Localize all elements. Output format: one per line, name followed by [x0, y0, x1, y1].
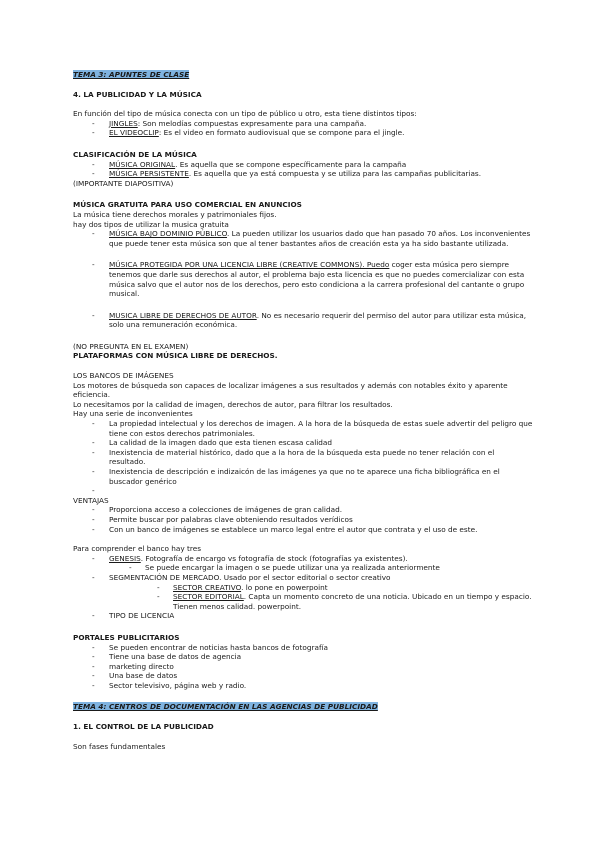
paragraph: hay dos tipos de utilizar la musica gratuita [73, 219, 229, 229]
intro-paragraph: En función del tipo de música conecta con un tipo de público u otro, esta tiene distintos tipos: [73, 109, 417, 119]
list-item: - TIPO DE LICENCIA [73, 611, 533, 621]
list-item: - Sector televisivo, página web y radio. [73, 681, 533, 691]
tema3-title [73, 70, 533, 80]
importante-note: (IMPORTANTE DIAPOSITIVA) [73, 178, 174, 188]
list-item: - MUSICA LIBRE DE DERECHOS DE AUTOR. No es necesario requerir del permiso del autor para utilizar esta música, solo una remuneración económica. [73, 311, 533, 330]
paragraph: Lo necesitamos por la calidad de imagen, derechos de autor, para filtrar los resultados. [73, 399, 393, 409]
musica-gratuita-heading: MÚSICA GRATUITA PARA USO COMERCIAL EN ANUNCIOS [73, 200, 302, 210]
paragraph: Los motores de búsqueda son capaces de localizar imágenes a sus resultados y además con notables éxito y aparente eficiencia. [73, 380, 508, 400]
list-item: - EL VIDEOCLIP: Es el video en formato audiovisual que se compone para el jingle. [73, 128, 533, 138]
list-item: - Permite buscar por palabras clave obteniendo resultados verídicos [73, 515, 533, 525]
paragraph: La música tiene derechos morales y patrimoniales fijos. [73, 209, 277, 219]
list-item: - Una base de datos [73, 671, 533, 681]
control-heading: 1. EL CONTROL DE LA PUBLICIDAD [73, 722, 214, 732]
sub-list-item: - SECTOR EDITORIAL. Capta un momento concreto de una noticia. Ubicado en un tiempo y espacio. Tienen menos calidad. powerpoint. [73, 592, 533, 611]
ventajas-heading: VENTAJAS [73, 495, 109, 505]
clasificacion-heading: CLASIFICACIÓN DE LA MÚSICA [73, 149, 197, 159]
list-item: - Se pueden encontrar de noticias hasta bancos de fotografía [73, 643, 533, 653]
list-item: - Tiene una base de datos de agencia [73, 652, 533, 662]
list-item: - Proporciona acceso a colecciones de imágenes de gran calidad. [73, 505, 533, 515]
paragraph: Hay una serie de inconvenientes [73, 409, 193, 419]
list-item: - SEGMENTACIÓN DE MERCADO. Usado por el sector editorial o sector creativo [73, 573, 533, 583]
section-heading-publicidad-musica: 4. LA PUBLICIDAD Y LA MÚSICA [73, 89, 202, 99]
bancos-heading: LOS BANCOS DE IMÁGENES [73, 371, 174, 381]
list-item: - GENESIS. Fotografía de encargo vs fotografía de stock (fotografías ya existentes). [73, 554, 533, 564]
list-item: - Inexistencia de descripción e indizaicón de las imágenes ya que no te aparece una ficha bibliográfica en el buscador genérico [73, 467, 533, 486]
list-item: - Con un banco de imágenes se establece un marco legal entre el autor que contrata y el uso de este. [73, 525, 533, 535]
list-item: - La calidad de la imagen dado que esta tienen escasa calidad [73, 438, 533, 448]
paragraph: Para comprender el banco hay tres [73, 544, 202, 554]
plataformas-heading: PLATAFORMAS CON MÚSICA LIBRE DE DERECHOS. [73, 351, 278, 361]
sub-list-item: - Se puede encargar la imagen o se puede utilizar una ya realizada anteriormente [73, 563, 533, 573]
portales-heading: PORTALES PUBLICITARIOS [73, 632, 180, 642]
list-item: - MÚSICA PROTEGIDA POR UNA LICENCIA LIBRE (CREATIVE COMMONS). Puedo coger esta música pero siempre tenemos que darle sus derechos al autor, el problema bajo esta licencia es que no puedes comercializar con esta música salvo que el autor nos de los derechos, pero esto condiciona a la carrera profesional del cantante o grupo musical. [73, 260, 533, 298]
list-item: - MÚSICA BAJO DOMINIO PÚBLICO. La pueden utilizar los usuarios dado que han pasado 70 años. Los inconvenientes que puede tener esta música son que al tener bastantes años de creación esta ya ha sido bastante utilizada. [73, 229, 533, 248]
list-item: - MÚSICA ORIGINAL. Es aquella que se compone específicamente para la campaña [73, 160, 533, 170]
list-item: - JINGLES: Son melodías compuestas expresamente para una campaña. [73, 119, 533, 129]
tema4-title [73, 702, 533, 712]
paragraph: Son fases fundamentales [73, 741, 166, 751]
sub-list-item: - SECTOR CREATIVO. lo pone en powerpoint [73, 583, 533, 593]
list-item: - MÚSICA PERSISTENTE. Es aquella que ya está compuesta y se utiliza para las campañas publicitarias. [73, 169, 533, 179]
tema4-title-text: TEMA 4: CENTROS DE DOCUMENTACIÓN EN LAS AGENCIAS DE PUBLICIDAD [73, 702, 378, 712]
list-item: - La propiedad intelectual y los derechos de imagen. A la hora de la búsqueda de estas suele advertir del peligro que tiene con estos derechos patrimoniales. [73, 419, 533, 438]
no-pregunta-note: (NO PREGUNTA EN EL EXAMEN) [73, 341, 189, 351]
list-item: - marketing directo [73, 662, 533, 672]
empty-list-item [73, 486, 533, 496]
list-item: - Inexistencia de material histórico, dado que a la hora de la búsqueda esta puede no tener relación con el resultado. [73, 448, 533, 467]
document-content [73, 70, 533, 751]
tema3-title-text: TEMA 3: APUNTES DE CLASE [73, 70, 190, 79]
